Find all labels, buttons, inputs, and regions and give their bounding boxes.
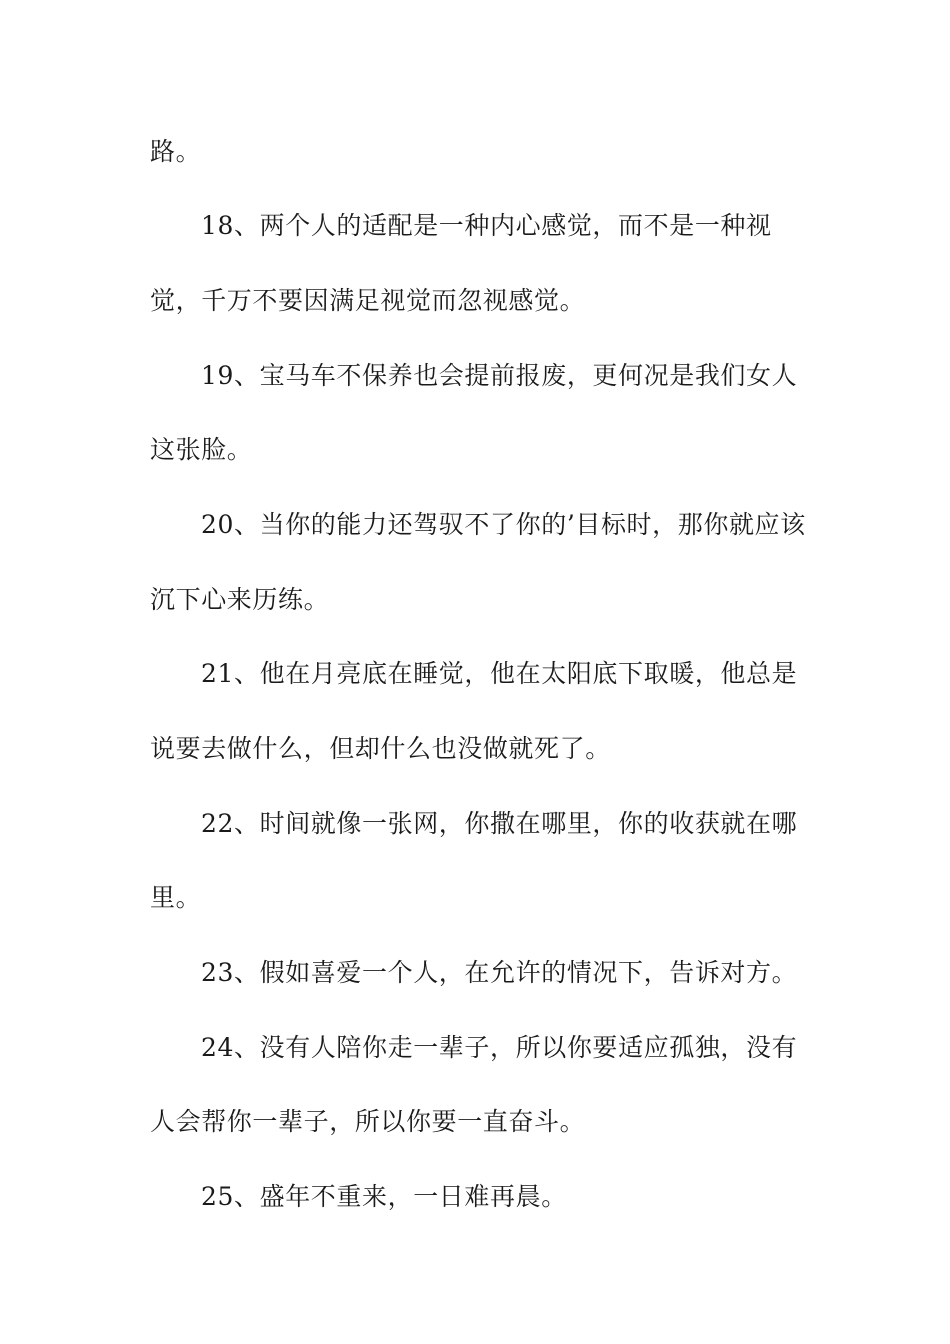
quote-18-line-2: 觉，千万不要因满足视觉而忽视感觉。 (150, 286, 586, 315)
quote-20-line-2: 沉下心来历练。 (150, 585, 330, 614)
quote-25-line-1: 25、盛年不重来，一日难再晨。 (201, 1182, 567, 1211)
quote-18-line-1: 18、两个人的适配是一种内心感觉，而不是一种视 (201, 211, 772, 240)
quote-19-line-2: 这张脸。 (150, 435, 253, 464)
quote-19-line-1: 19、宝马车不保养也会提前报废，更何况是我们女人 (201, 361, 798, 390)
quote-20-line-1: 20、当你的能力还驾驭不了你的’目标时，那你就应该 (201, 510, 806, 539)
text-line: 路。 (150, 137, 202, 166)
quote-24-line-1: 24、没有人陪你走一辈子，所以你要适应孤独，没有 (201, 1033, 798, 1062)
quote-21-line-1: 21、他在月亮底在睡觉，他在太阳底下取暖，他总是 (201, 659, 798, 688)
quote-22-line-2: 里。 (150, 883, 202, 912)
quote-24-line-2: 人会帮你一辈子，所以你要一直奋斗。 (150, 1107, 586, 1136)
quote-21-line-2: 说要去做什么，但却什么也没做就死了。 (150, 734, 611, 763)
quote-22-line-1: 22、时间就像一张网，你撒在哪里，你的收获就在哪 (201, 809, 798, 838)
quote-23-line-1: 23、假如喜爱一个人，在允许的情况下，告诉对方。 (201, 958, 798, 987)
